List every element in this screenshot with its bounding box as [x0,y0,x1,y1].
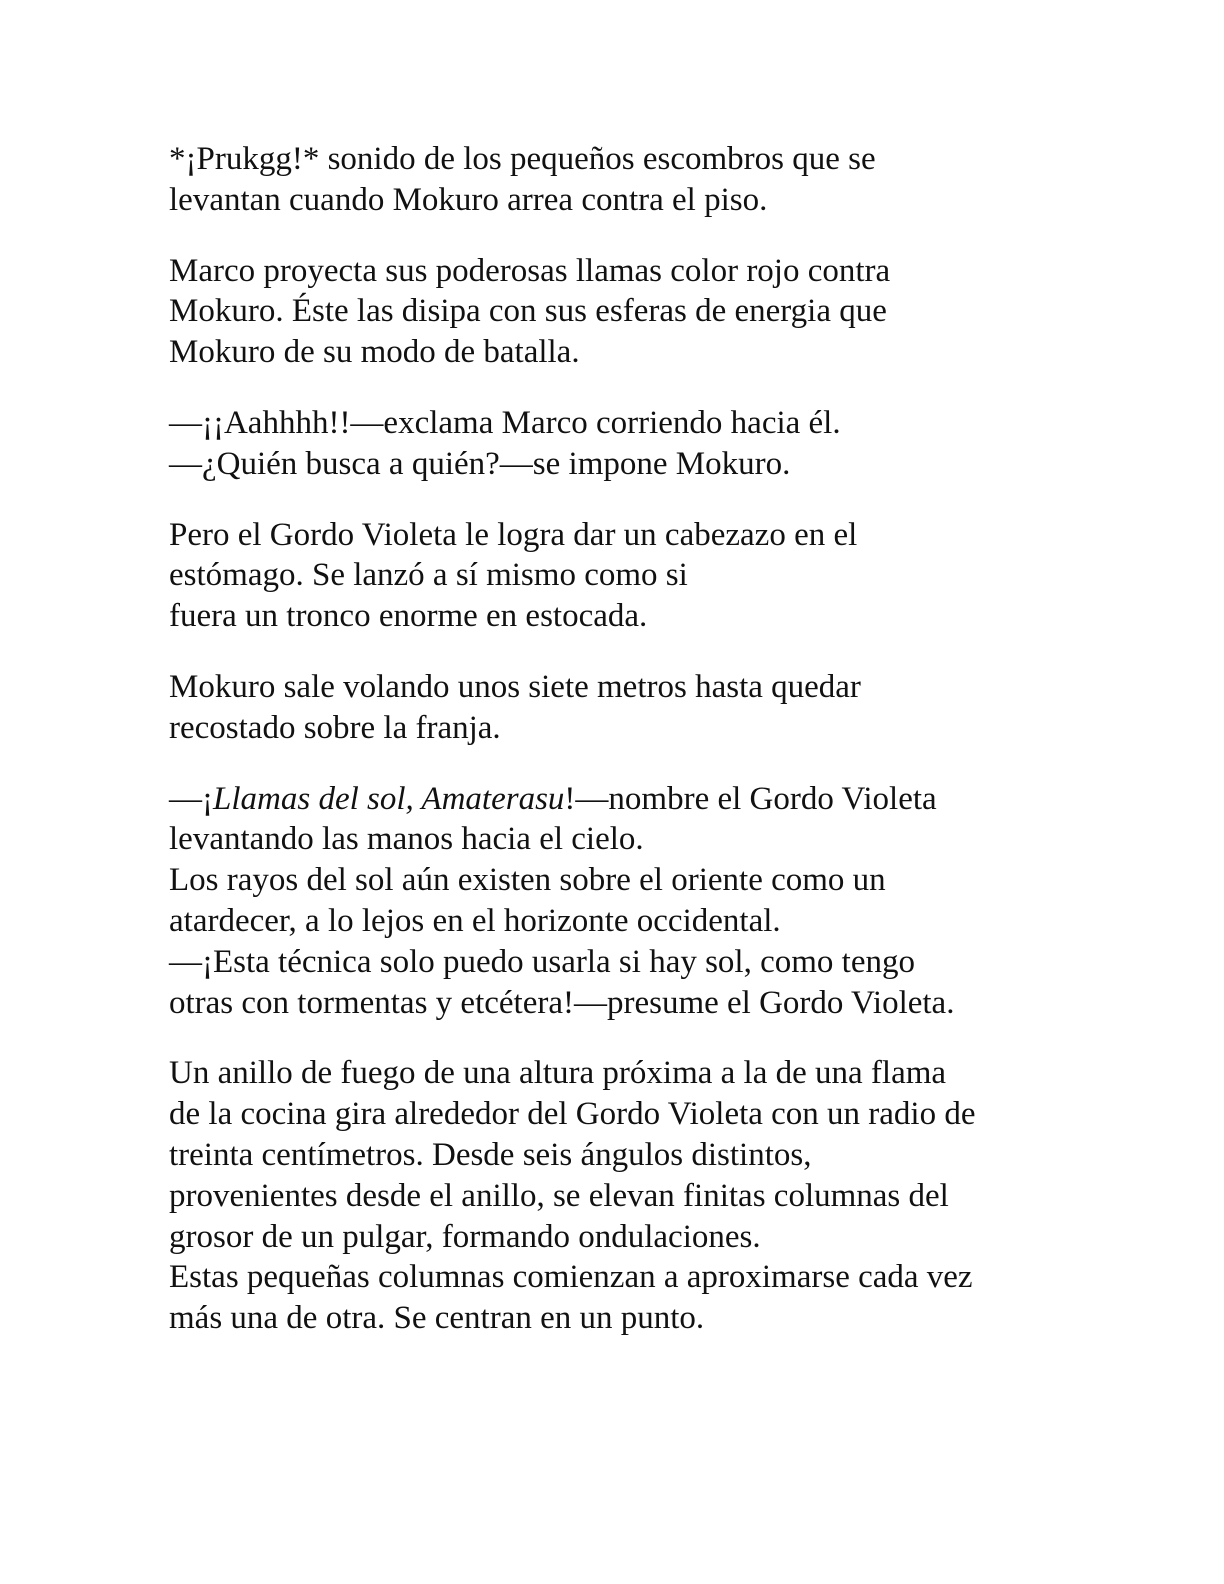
text-line: estómago. Se lanzó a sí mismo como si [169,557,688,594]
text-line: provenientes desde el anillo, se elevan finitas columnas del [169,1177,949,1214]
text-line: Los rayos del sol aún existen sobre el oriente como un [169,862,886,899]
dialogue-suffix: !—nombre el Gordo Violeta [564,780,937,817]
text-line: Mokuro sale volando unos siete metros hasta quedar [169,668,861,705]
text-line-with-italic [169,779,1069,820]
text-line: Marco proyecta sus poderosas llamas color rojo contra [169,252,891,289]
text-line: fuera un tronco enorme en estocada. [169,598,648,635]
paragraph-prukgg [169,139,1069,221]
paragraph-marco-llamas [169,251,1069,373]
text-line: más una de otra. Se centran en un punto. [169,1300,705,1337]
paragraph-anillo-de-fuego [169,1053,1069,1339]
text-line: *¡Prukgg!* sonido de los pequeños escombros que se [169,141,876,177]
text-line: grosor de un pulgar, formando ondulaciones. [169,1218,761,1255]
technique-name-italic: Llamas del sol, Amaterasu [213,780,565,817]
text-line: recostado sobre la franja. [169,709,501,746]
text-line: levantan cuando Mokuro arrea contra el piso. [169,181,768,218]
text-line: —¡¡Aahhhh!!—exclama Marco corriendo hacia él. [169,404,841,441]
text-line: —¿Quién busca a quién?—se impone Mokuro. [169,445,791,482]
paragraph-cabezazo [169,515,1069,637]
text-line: levantando las manos hacia el cielo. [169,821,644,858]
paragraph-dialogue-aahhhh [169,403,1069,485]
dialogue-prefix: —¡ [169,780,213,817]
text-line: Mokuro de su modo de batalla. [169,334,580,371]
text-line: Mokuro. Éste las disipa con sus esferas de energia que [169,293,887,330]
text-line: treinta centímetros. Desde seis ángulos distintos, [169,1136,812,1173]
paragraph-mokuro-volando [169,667,1069,749]
text-line: de la cocina gira alrededor del Gordo Violeta con un radio de [169,1096,976,1133]
text-line: atardecer, a lo lejos en el horizonte occidental. [169,902,781,939]
text-line: Pero el Gordo Violeta le logra dar un cabezazo en el [169,516,858,553]
document-page [169,139,1069,1369]
text-line: Un anillo de fuego de una altura próxima a la de una flama [169,1055,947,1092]
text-line: —¡Esta técnica solo puedo usarla si hay sol, como tengo [169,943,915,980]
text-line: otras con tormentas y etcétera!—presume el Gordo Violeta. [169,984,955,1021]
paragraph-amaterasu [169,779,1069,1024]
text-line: Estas pequeñas columnas comienzan a aproximarse cada vez [169,1259,973,1296]
